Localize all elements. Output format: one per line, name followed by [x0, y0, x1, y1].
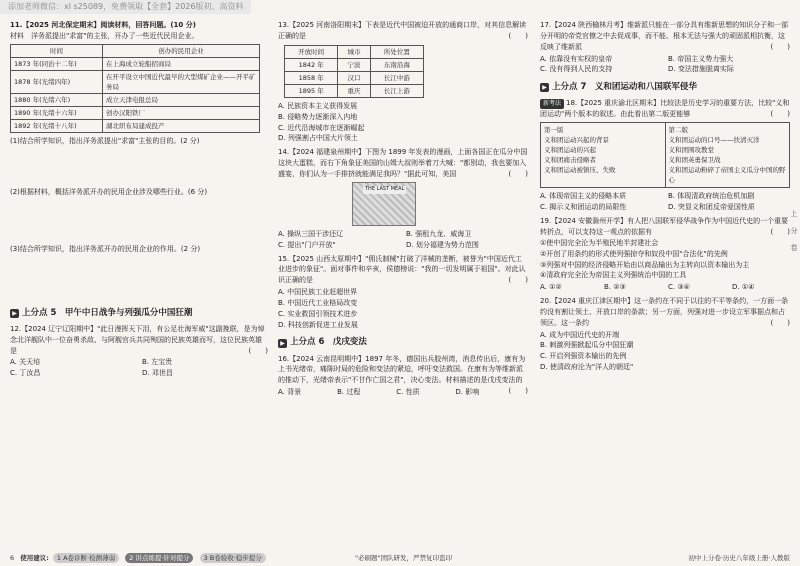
footer-slogan: "必刷题"团队研发，严禁复印盗印 [355, 553, 452, 562]
list-item: 义和团英勇保卫战 [668, 156, 721, 165]
answer-paren[interactable]: ( ) [508, 276, 528, 285]
table-row [11, 120, 260, 133]
q18-options [540, 191, 790, 213]
option-b[interactable]: B. 中国近代工业格局改变 [278, 298, 358, 307]
table-row [11, 57, 260, 70]
option-b[interactable]: B. 帝国主义势力强大 [668, 54, 734, 63]
table-cell: 宁波 [338, 58, 370, 71]
list-item: 义和团运动的口号——扶清灭洋 [668, 136, 760, 145]
q14-options [278, 229, 528, 251]
answer-space[interactable] [10, 147, 268, 187]
option-d[interactable]: D. 列强割占中国大片领土 [278, 134, 358, 143]
q13-options [278, 101, 528, 144]
section-5-title: 上分点 5 甲午中日战争与列强瓜分中国狂潮 [22, 307, 193, 318]
option-d[interactable]: D. 影响 [455, 388, 480, 397]
q11-sub2: (2)根据材料，概括洋务派开办的民用企业涉及哪些行业。(6 分) [10, 187, 208, 196]
option-c[interactable]: C. 揭示义和团运动的局限性 [540, 203, 627, 212]
answer-space[interactable] [10, 198, 268, 244]
option-a[interactable]: A. ①② [540, 283, 562, 292]
question-17 [540, 20, 790, 75]
option-d[interactable]: D. ①④ [732, 283, 755, 292]
table-cell: 重庆 [338, 84, 370, 97]
q16-options [278, 387, 509, 398]
option-c[interactable]: C. 提出"门户开放" [278, 240, 336, 249]
column-right [540, 20, 790, 376]
option-b[interactable]: B. 体现清政府统治危机加剧 [668, 192, 755, 201]
q11-table [10, 44, 260, 133]
new-method-badge: 新考法 [540, 99, 564, 108]
table-cell: 汉口 [338, 71, 370, 84]
answer-paren[interactable]: ( ) [770, 42, 790, 51]
table-cell: 成立天津电报总局 [103, 93, 260, 106]
option-a[interactable]: A. 民族资本主义获得发展 [278, 101, 358, 110]
version-1-title: 第一版 [544, 126, 564, 135]
answer-space[interactable] [10, 255, 268, 301]
question-19 [540, 216, 790, 293]
q13-table [284, 45, 424, 98]
q16-stem: 16.【2024 云南昆明期中】1897 年冬，德国出兵胶州湾，消息传出后，康有为上书光绪帝，痛陈时局的危险和变法的紧迫，呼吁变法救国。在康有为等维新派的推动下，光绪帝表示"不甘作亡国之君"，决心变法。材料描述的是戊戌变法的 [278, 354, 526, 385]
question-15 [278, 254, 528, 331]
q11-sub1: (1)结合所学知识，指出洋务派提出"求富"主张的目的。(2 分) [10, 137, 200, 146]
question-12 [10, 324, 268, 379]
q19-item: ①使中国完全沦为半殖民地半封建社会 [540, 238, 659, 247]
q11-th-enterprise: 创办的民用企业 [103, 44, 260, 57]
option-a[interactable]: A. 操纵三国干涉还辽 [278, 229, 344, 238]
list-item: 义和团运动粉碎了帝国主义瓜分中国的野心 [668, 166, 786, 185]
side-label: 上分卷 [790, 210, 798, 261]
option-b[interactable]: B. 侵略势力逐渐深入内地 [278, 112, 358, 121]
question-16 [278, 354, 528, 398]
option-d[interactable]: D. 使清政府沦为"洋人的朝廷" [540, 363, 634, 372]
column-middle [278, 20, 528, 401]
usage-step-3: 3 B卷验收·稳步提分 [200, 553, 266, 563]
answer-paren[interactable]: ( ) [770, 318, 790, 327]
question-13 [278, 20, 528, 144]
table-row [11, 93, 260, 106]
table-cell: 在上海成立轮船招商局 [103, 57, 260, 70]
table-cell: 1890 年(光绪十六年) [11, 107, 103, 120]
q11-sub3: (3)结合所学知识，指出洋务派开办的民用企业的作用。(2 分) [10, 244, 201, 253]
question-11 [10, 20, 268, 301]
option-d[interactable]: D. 科技创新促进工业发展 [278, 320, 358, 329]
option-b[interactable]: B. 刺激列强掀起瓜分中国狂潮 [540, 341, 634, 350]
q19-item: ④清政府完全沦为帝国主义列强统治中国的工具 [540, 271, 687, 280]
version-1 [541, 123, 666, 187]
answer-paren[interactable]: ( ) [508, 31, 528, 40]
cartoon-image [352, 182, 416, 226]
q17-stem: 17.【2024 陕西榆林月考】维新派只能在一部分具有维新思想的知识分子和一部分开明的帝党官僚之中去促成事，而不能、根本无法与强大的顽固派相抗衡，这反映了维新派 [540, 21, 789, 51]
table-cell: 长江上游 [370, 84, 423, 97]
question-18 [540, 98, 790, 213]
flag-icon: ▶ [10, 309, 19, 318]
option-c[interactable]: C. 开启列强资本输出的先例 [540, 352, 627, 361]
q15-options [278, 287, 528, 330]
table-row [285, 58, 424, 71]
table-cell: 湖北织布局建成投产 [103, 120, 260, 133]
usage-label: 使用建议: [20, 553, 49, 562]
q18-stem: 18.【2025 重庆渝北区期末】比较法是历史学习的重要方法，比较"义和团运动"两个版本的叙述。由此看出第二版更能够 [540, 99, 790, 119]
watermark-banner: 添加老师微信：xl s25089，免费领取【全套】2026版初、高资料 [0, 0, 251, 14]
table-cell: 长江中游 [370, 71, 423, 84]
option-c[interactable]: C. 丁汝昌 [10, 369, 41, 378]
option-d[interactable]: D. 变法措施脱离实际 [668, 65, 734, 74]
table-row [285, 71, 424, 84]
table-cell: 东南沿海 [370, 58, 423, 71]
list-item: 义和团痛击侵略者 [544, 156, 596, 165]
option-d[interactable]: D. 邓世昌 [142, 369, 173, 378]
q11-th-time: 时间 [11, 44, 103, 57]
flag-icon: ▶ [278, 339, 287, 348]
table-cell: 1892 年(光绪十八年) [11, 120, 103, 133]
option-c[interactable]: C. 近代沿海城市在逐渐崛起 [278, 123, 365, 132]
q12-stem: 12.【2024 辽宁辽阳期中】"此日漫挥天下泪，有公足壮海军威"这副挽联，是为悼念北洋舰队中一位奋勇杀敌、与阿舰官兵共同殉国的民族英雄而写，这位民族英雄是 [10, 324, 265, 355]
list-item: 义和团运动被镇压、失败 [544, 166, 616, 175]
option-c[interactable]: C. 性质 [396, 388, 420, 397]
table-cell: 1873 年(同治十二年) [11, 57, 103, 70]
option-b[interactable]: B. 过程 [337, 388, 361, 397]
answer-paren[interactable]: ( ) [770, 227, 790, 236]
q11-material: 材料 洋务派提出"求富"的主张，开办了一些近代民用企业。 [10, 31, 199, 40]
table-cell: 1878 年(光绪四年) [11, 70, 103, 93]
column-left [10, 20, 268, 382]
table-cell: 在开平设立中国近代最早的大型煤矿企业——开平矿务局 [103, 70, 260, 93]
table-cell: 创办汉阳铁厂 [103, 107, 260, 120]
option-c[interactable]: C. ③④ [668, 283, 690, 292]
usage-step-1: 1 A卷诊断·检测薄弱 [53, 553, 119, 563]
option-a[interactable]: A. 依靠没有实权的皇帝 [540, 54, 613, 63]
cartoon-label: THE LAST MEAL [365, 185, 405, 192]
table-header-cell: 开放时间 [285, 45, 338, 58]
answer-paren[interactable]: ( ) [508, 387, 528, 396]
usage-step-2: 2 讲点练提·针对提分 [125, 553, 193, 563]
answer-paren[interactable]: ( ) [248, 346, 268, 355]
list-item: 义和团运动的兴起 [544, 146, 596, 155]
q14-stem: 14.【2024 福建泉州期中】下图为 1899 年发表的漫画，上面各国正在瓜分中国这块大蛋糕，而右下角象征美国的山姆大叔则举着刀大喊："都别动，我也要加入盛宴，你们认为一手排挤就能满足我吗？"据此可知，美国 [278, 148, 528, 178]
option-c[interactable]: C. 实业救国引领技术进步 [278, 309, 358, 318]
answer-paren[interactable]: ( ) [508, 170, 528, 178]
question-14 [278, 147, 528, 250]
table-cell: 1842 年 [285, 58, 338, 71]
q19-options [540, 282, 790, 293]
list-item: 义和团围攻教堂 [668, 146, 714, 155]
option-a[interactable]: A. 背景 [278, 388, 302, 397]
answer-paren[interactable]: ( ) [770, 110, 790, 119]
option-d[interactable]: D. 划分福建为势力范围 [406, 240, 479, 249]
option-d[interactable]: D. 突显义和团反帝爱国性质 [668, 203, 755, 212]
q20-options [540, 330, 790, 373]
q19-item: ③列强对中国的经济侵略开始由以商品输出为主转向以资本输出为主 [540, 260, 750, 269]
table-header-cell: 所处位置 [370, 45, 423, 58]
q11-stem: 11.【2025 河北保定期末】阅读材料，回答问题。(10 分) [10, 21, 196, 29]
q15-stem: 15.【2025 山西太原期中】"佣氏制械"打破了洋械的垄断，被誉为"中国近代工业进步的象征"。面对事件和辛亥，侯德榜说："我的一切发明属于祖国"。对此认识正确的是 [278, 254, 526, 285]
option-c[interactable]: C. 没有得到人民的支持 [540, 65, 613, 74]
question-20 [540, 296, 790, 373]
table-cell: 1895 年 [285, 84, 338, 97]
footer-book-title: 初中上分卷·历史八年级上册·人教版 [688, 553, 790, 562]
page-number: 6 [10, 553, 15, 562]
option-b[interactable]: B. 左宝贵 [142, 358, 173, 367]
option-a[interactable]: A. 体现帝国主义的侵略本质 [540, 192, 627, 201]
q12-options [10, 357, 268, 379]
q20-stem: 20.【2024 重庆江津区期中】这一条约在不同于以往的不平等条约，一方面一条约没有割让领土、开放口岸的条款；另一方面，列强对进一步设立军事据点和占领区。这一条约 [540, 297, 789, 327]
q19-stem: 19.【2024 安徽滁州开学】有人把八国联军侵华战争作为中国近代史的一个重要转折点，可以支持这一观点的依据有 [540, 217, 789, 236]
section-7-heading [540, 81, 790, 94]
option-b[interactable]: B. 强租九龙、威海卫 [406, 229, 472, 238]
footer-left [10, 553, 268, 563]
table-row [11, 70, 260, 93]
section-5-heading [10, 307, 268, 320]
version-2-title: 第二版 [668, 126, 688, 135]
q17-options [540, 54, 790, 76]
flag-icon: ▶ [540, 83, 549, 92]
q13-stem: 13.【2025 河南洛阳期末】下表是近代中国被迫开放的通商口岸，对其信息解读正确的是 [278, 21, 527, 40]
option-a[interactable]: A. 关天培 [10, 358, 41, 367]
q19-item: ②开创了用条约的形式使列强掠夺和奴役中国"合法化"的先例 [540, 249, 728, 258]
section-6-title: 上分点 6 戊戌变法 [290, 337, 367, 348]
table-cell: 1880 年(光绪六年) [11, 93, 103, 106]
list-item: 义和团运动兴起的背景 [544, 136, 609, 145]
version-2 [666, 123, 790, 187]
option-a[interactable]: A. 中国民族工业赶超世界 [278, 288, 358, 297]
table-cell: 1858 年 [285, 71, 338, 84]
q18-versions-box [540, 122, 790, 188]
table-header-cell: 城市 [338, 45, 370, 58]
option-b[interactable]: B. ②③ [604, 283, 626, 292]
table-row [285, 84, 424, 97]
section-7-title: 上分点 7 义和团运动和八国联军侵华 [552, 82, 697, 93]
section-6-heading [278, 336, 528, 349]
table-row [11, 107, 260, 120]
option-a[interactable]: A. 成为中国近代史的开端 [540, 330, 620, 339]
